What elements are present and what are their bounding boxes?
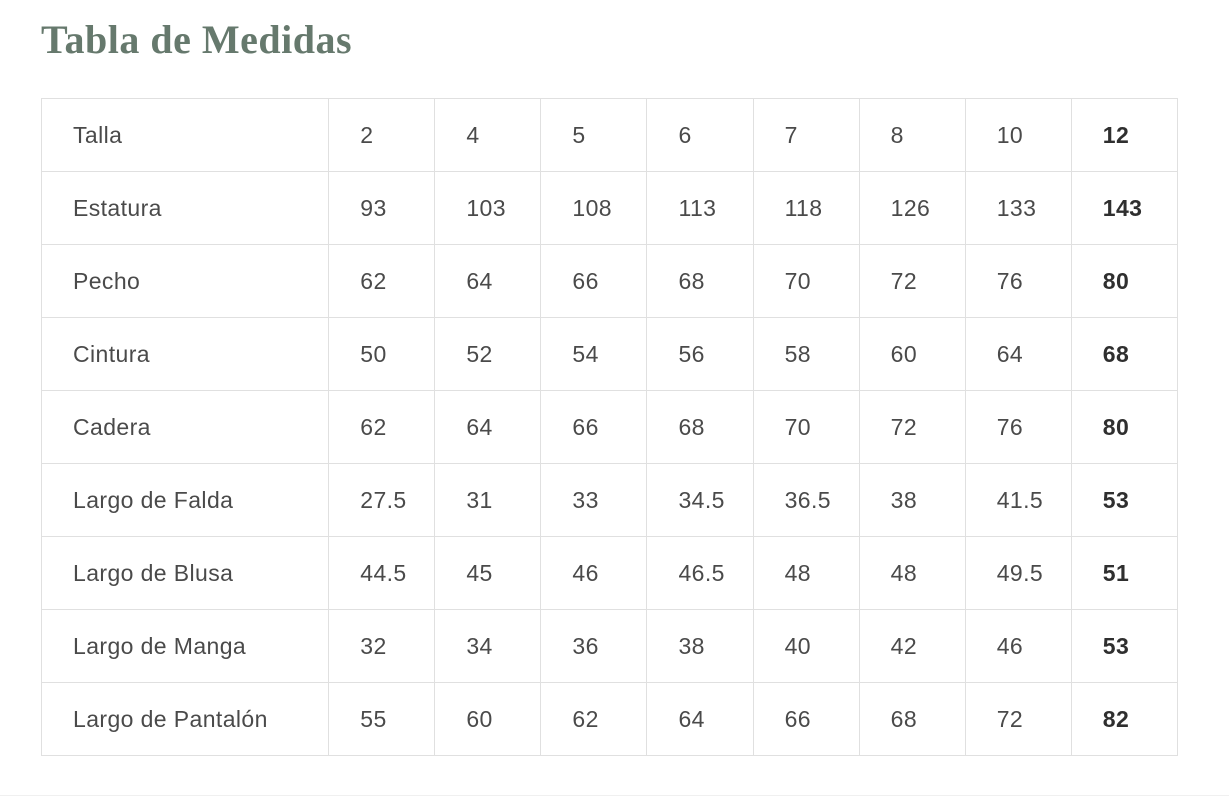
value-cell: 56 [647, 318, 753, 391]
value-cell: 38 [647, 610, 753, 683]
table-row [42, 318, 1178, 391]
row-label: Cadera [42, 391, 329, 464]
value-cell: 46.5 [647, 537, 753, 610]
value-cell: 52 [435, 318, 541, 391]
value-cell: 50 [329, 318, 435, 391]
value-cell: 93 [329, 172, 435, 245]
value-cell: 113 [647, 172, 753, 245]
value-cell: 68 [1071, 318, 1177, 391]
value-cell: 27.5 [329, 464, 435, 537]
value-cell: 64 [435, 391, 541, 464]
value-cell: 42 [859, 610, 965, 683]
value-cell: 68 [859, 683, 965, 756]
value-cell: 34 [435, 610, 541, 683]
table-row [42, 245, 1178, 318]
value-cell: 44.5 [329, 537, 435, 610]
value-cell: 32 [329, 610, 435, 683]
value-cell: 76 [965, 391, 1071, 464]
measurements-table [41, 98, 1178, 756]
value-cell: 10 [965, 99, 1071, 172]
value-cell: 76 [965, 245, 1071, 318]
value-cell: 66 [541, 391, 647, 464]
value-cell: 48 [753, 537, 859, 610]
row-label: Largo de Falda [42, 464, 329, 537]
row-label: Talla [42, 99, 329, 172]
value-cell: 12 [1071, 99, 1177, 172]
value-cell: 118 [753, 172, 859, 245]
table-row [42, 464, 1178, 537]
value-cell: 108 [541, 172, 647, 245]
value-cell: 48 [859, 537, 965, 610]
value-cell: 62 [329, 245, 435, 318]
value-cell: 46 [541, 537, 647, 610]
value-cell: 66 [753, 683, 859, 756]
value-cell: 8 [859, 99, 965, 172]
value-cell: 133 [965, 172, 1071, 245]
table-body [42, 99, 1178, 756]
value-cell: 72 [859, 245, 965, 318]
value-cell: 68 [647, 391, 753, 464]
row-label: Pecho [42, 245, 329, 318]
value-cell: 4 [435, 99, 541, 172]
value-cell: 33 [541, 464, 647, 537]
value-cell: 6 [647, 99, 753, 172]
page-title: Tabla de Medidas [41, 17, 353, 62]
value-cell: 45 [435, 537, 541, 610]
value-cell: 66 [541, 245, 647, 318]
value-cell: 62 [329, 391, 435, 464]
value-cell: 82 [1071, 683, 1177, 756]
table-row [42, 610, 1178, 683]
value-cell: 49.5 [965, 537, 1071, 610]
value-cell: 36.5 [753, 464, 859, 537]
value-cell: 72 [965, 683, 1071, 756]
value-cell: 53 [1071, 610, 1177, 683]
value-cell: 70 [753, 245, 859, 318]
value-cell: 80 [1071, 245, 1177, 318]
bottom-divider [0, 795, 1229, 796]
value-cell: 38 [859, 464, 965, 537]
value-cell: 62 [541, 683, 647, 756]
value-cell: 5 [541, 99, 647, 172]
value-cell: 46 [965, 610, 1071, 683]
value-cell: 54 [541, 318, 647, 391]
value-cell: 7 [753, 99, 859, 172]
row-label: Largo de Pantalón [42, 683, 329, 756]
value-cell: 53 [1071, 464, 1177, 537]
value-cell: 60 [859, 318, 965, 391]
value-cell: 36 [541, 610, 647, 683]
row-label: Largo de Blusa [42, 537, 329, 610]
table-row [42, 683, 1178, 756]
value-cell: 55 [329, 683, 435, 756]
row-label: Estatura [42, 172, 329, 245]
value-cell: 60 [435, 683, 541, 756]
value-cell: 31 [435, 464, 541, 537]
row-label: Cintura [42, 318, 329, 391]
table-row [42, 172, 1178, 245]
value-cell: 40 [753, 610, 859, 683]
table-row [42, 391, 1178, 464]
value-cell: 70 [753, 391, 859, 464]
value-cell: 68 [647, 245, 753, 318]
value-cell: 2 [329, 99, 435, 172]
row-label: Largo de Manga [42, 610, 329, 683]
value-cell: 103 [435, 172, 541, 245]
value-cell: 64 [435, 245, 541, 318]
value-cell: 80 [1071, 391, 1177, 464]
value-cell: 58 [753, 318, 859, 391]
value-cell: 64 [647, 683, 753, 756]
value-cell: 126 [859, 172, 965, 245]
value-cell: 41.5 [965, 464, 1071, 537]
value-cell: 72 [859, 391, 965, 464]
table-row [42, 99, 1178, 172]
value-cell: 51 [1071, 537, 1177, 610]
value-cell: 143 [1071, 172, 1177, 245]
value-cell: 64 [965, 318, 1071, 391]
size-chart-page [0, 17, 1229, 800]
value-cell: 34.5 [647, 464, 753, 537]
table-row [42, 537, 1178, 610]
